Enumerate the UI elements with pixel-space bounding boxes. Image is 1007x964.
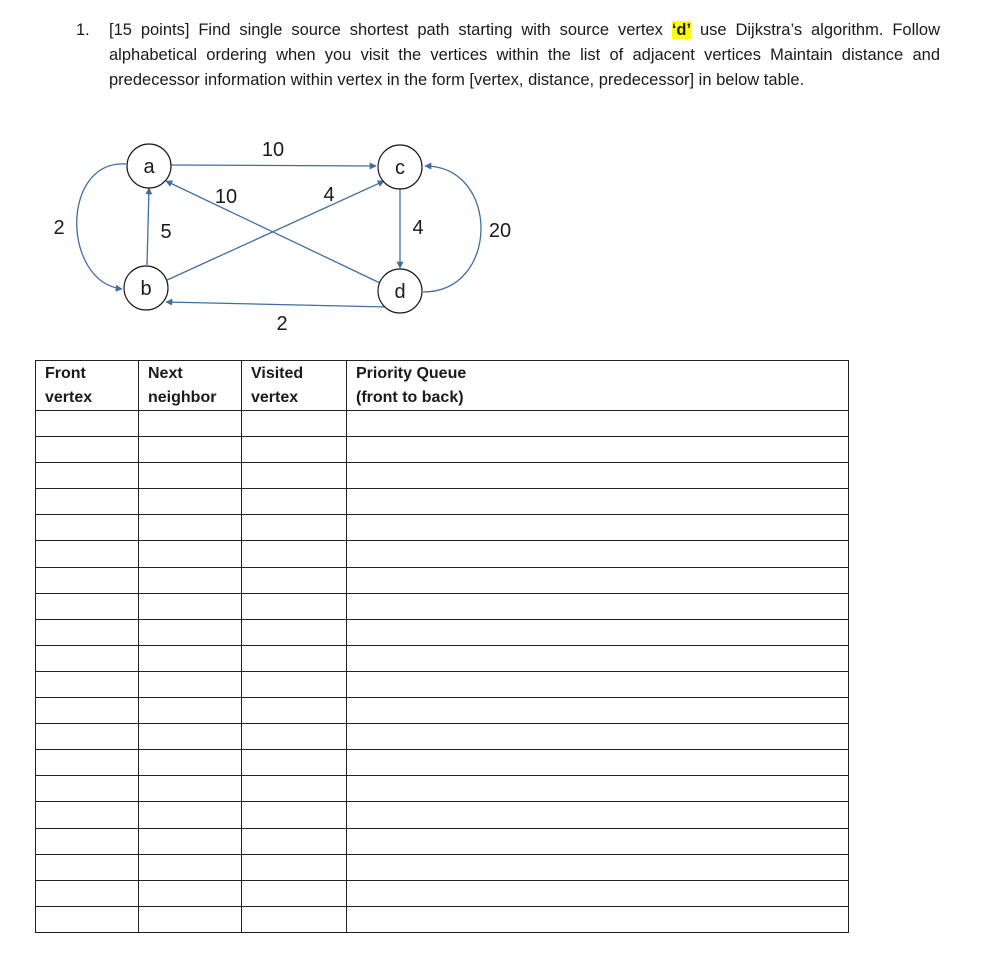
cell-next-neighbor[interactable]: [139, 567, 242, 593]
cell-priority-queue[interactable]: [347, 880, 849, 906]
edge-d-c: [423, 166, 481, 292]
cell-front-vertex[interactable]: [36, 619, 139, 645]
cell-visited-vertex[interactable]: [242, 776, 347, 802]
cell-front-vertex[interactable]: [36, 411, 139, 437]
cell-priority-queue[interactable]: [347, 619, 849, 645]
cell-visited-vertex[interactable]: [242, 593, 347, 619]
cell-next-neighbor[interactable]: [139, 828, 242, 854]
table-row: [36, 411, 849, 437]
vertex-c-label: c: [395, 157, 405, 179]
cell-next-neighbor[interactable]: [139, 698, 242, 724]
cell-front-vertex[interactable]: [36, 437, 139, 463]
weight-d-a: 10: [214, 186, 238, 208]
table-row: [36, 541, 849, 567]
cell-visited-vertex[interactable]: [242, 567, 347, 593]
vertex-d-label: d: [394, 281, 406, 303]
weight-b-c: 4: [323, 184, 335, 206]
cell-priority-queue[interactable]: [347, 828, 849, 854]
header-front-vertex: [36, 361, 139, 411]
cell-front-vertex[interactable]: [36, 776, 139, 802]
cell-next-neighbor[interactable]: [139, 776, 242, 802]
cell-priority-queue[interactable]: [347, 515, 849, 541]
cell-priority-queue[interactable]: [347, 593, 849, 619]
cell-front-vertex[interactable]: [36, 854, 139, 880]
cell-next-neighbor[interactable]: [139, 750, 242, 776]
cell-visited-vertex[interactable]: [242, 463, 347, 489]
cell-priority-queue[interactable]: [347, 776, 849, 802]
cell-visited-vertex[interactable]: [242, 880, 347, 906]
cell-visited-vertex[interactable]: [242, 698, 347, 724]
cell-visited-vertex[interactable]: [242, 619, 347, 645]
cell-next-neighbor[interactable]: [139, 880, 242, 906]
cell-next-neighbor[interactable]: [139, 489, 242, 515]
table-body: [36, 411, 849, 933]
cell-priority-queue[interactable]: [347, 541, 849, 567]
cell-priority-queue[interactable]: [347, 750, 849, 776]
cell-priority-queue[interactable]: [347, 854, 849, 880]
cell-next-neighbor[interactable]: [139, 906, 242, 932]
cell-front-vertex[interactable]: [36, 828, 139, 854]
cell-front-vertex[interactable]: [36, 515, 139, 541]
cell-visited-vertex[interactable]: [242, 645, 347, 671]
cell-visited-vertex[interactable]: [242, 489, 347, 515]
cell-next-neighbor[interactable]: [139, 645, 242, 671]
header-visited-vertex-line2: vertex: [251, 389, 299, 406]
cell-front-vertex[interactable]: [36, 750, 139, 776]
cell-next-neighbor[interactable]: [139, 619, 242, 645]
cell-visited-vertex[interactable]: [242, 750, 347, 776]
header-next-neighbor-line2: neighbor: [148, 389, 217, 406]
cell-front-vertex[interactable]: [36, 724, 139, 750]
weight-a-b: 2: [53, 217, 65, 239]
table-row: [36, 906, 849, 932]
cell-visited-vertex[interactable]: [242, 854, 347, 880]
cell-front-vertex[interactable]: [36, 698, 139, 724]
cell-next-neighbor[interactable]: [139, 437, 242, 463]
table-row: [36, 828, 849, 854]
table-row: [36, 698, 849, 724]
cell-visited-vertex[interactable]: [242, 437, 347, 463]
cell-next-neighbor[interactable]: [139, 593, 242, 619]
graph-diagram: [0, 0, 560, 345]
header-front-vertex-line2: vertex: [45, 389, 93, 406]
edge-d-b: [166, 302, 386, 307]
cell-front-vertex[interactable]: [36, 593, 139, 619]
cell-visited-vertex[interactable]: [242, 671, 347, 697]
header-next-neighbor-line1: Next: [148, 365, 183, 382]
table-header-row: [36, 361, 849, 411]
cell-next-neighbor[interactable]: [139, 541, 242, 567]
cell-next-neighbor[interactable]: [139, 724, 242, 750]
cell-priority-queue[interactable]: [347, 567, 849, 593]
cell-front-vertex[interactable]: [36, 906, 139, 932]
header-priority-queue-line1: Priority Queue: [356, 365, 467, 382]
header-next-neighbor: [139, 361, 242, 411]
header-visited-vertex: [242, 361, 347, 411]
cell-front-vertex[interactable]: [36, 489, 139, 515]
cell-front-vertex[interactable]: [36, 541, 139, 567]
cell-priority-queue[interactable]: [347, 724, 849, 750]
header-front-vertex-line1: Front: [45, 365, 86, 382]
question-text-before: [15 points] Find single source shortest path starting with source vertex: [109, 21, 672, 39]
cell-next-neighbor[interactable]: [139, 671, 242, 697]
question-number: 1.: [76, 21, 90, 39]
source-vertex-highlight: ‘d’: [671, 21, 692, 39]
weight-d-c: 20: [488, 220, 512, 242]
edge-a-b: [77, 164, 126, 289]
table-row: [36, 489, 849, 515]
edge-b-a: [147, 188, 149, 265]
cell-next-neighbor[interactable]: [139, 411, 242, 437]
cell-visited-vertex[interactable]: [242, 515, 347, 541]
cell-next-neighbor[interactable]: [139, 802, 242, 828]
table-row: [36, 802, 849, 828]
cell-front-vertex[interactable]: [36, 802, 139, 828]
table-row: [36, 645, 849, 671]
table-row: [36, 724, 849, 750]
header-priority-queue-line2: (front to back): [356, 389, 464, 406]
table-row: [36, 437, 849, 463]
cell-next-neighbor[interactable]: [139, 854, 242, 880]
table-row: [36, 671, 849, 697]
table-row: [36, 593, 849, 619]
question-text-after: use Dijkstra’s algorithm. Follow alphabetical ordering when you visit the vertices within the list of adjacent vertices Maintain distance and predecessor information within vertex in the form [vertex, distance, predecessor] in below table.: [109, 21, 940, 89]
cell-next-neighbor[interactable]: [139, 463, 242, 489]
weight-b-a: 5: [160, 221, 172, 243]
cell-visited-vertex[interactable]: [242, 724, 347, 750]
cell-priority-queue[interactable]: [347, 489, 849, 515]
table-row: [36, 515, 849, 541]
weight-c-d: 4: [412, 217, 424, 239]
table-row: [36, 854, 849, 880]
table-row: [36, 750, 849, 776]
cell-priority-queue[interactable]: [347, 906, 849, 932]
table-row: [36, 567, 849, 593]
cell-priority-queue[interactable]: [347, 698, 849, 724]
cell-front-vertex[interactable]: [36, 645, 139, 671]
cell-priority-queue[interactable]: [347, 645, 849, 671]
cell-front-vertex[interactable]: [36, 880, 139, 906]
table-row: [36, 619, 849, 645]
cell-priority-queue[interactable]: [347, 437, 849, 463]
edge-a-c: [171, 165, 376, 166]
cell-visited-vertex[interactable]: [242, 411, 347, 437]
header-priority-queue: [347, 361, 849, 411]
cell-visited-vertex[interactable]: [242, 828, 347, 854]
cell-visited-vertex[interactable]: [242, 802, 347, 828]
cell-priority-queue[interactable]: [347, 411, 849, 437]
cell-visited-vertex[interactable]: [242, 541, 347, 567]
weight-d-b: 2: [276, 313, 288, 335]
dijkstra-trace-table: [35, 360, 849, 933]
vertex-a-label: a: [143, 156, 155, 178]
cell-front-vertex[interactable]: [36, 463, 139, 489]
cell-next-neighbor[interactable]: [139, 515, 242, 541]
cell-priority-queue[interactable]: [347, 802, 849, 828]
weight-a-c: 10: [261, 139, 285, 161]
table-row: [36, 880, 849, 906]
cell-visited-vertex[interactable]: [242, 906, 347, 932]
cell-priority-queue[interactable]: [347, 671, 849, 697]
cell-front-vertex[interactable]: [36, 671, 139, 697]
cell-front-vertex[interactable]: [36, 567, 139, 593]
table-row: [36, 776, 849, 802]
cell-priority-queue[interactable]: [347, 463, 849, 489]
vertex-b-label: b: [140, 278, 152, 300]
header-visited-vertex-line1: Visited: [251, 365, 304, 382]
table-row: [36, 463, 849, 489]
